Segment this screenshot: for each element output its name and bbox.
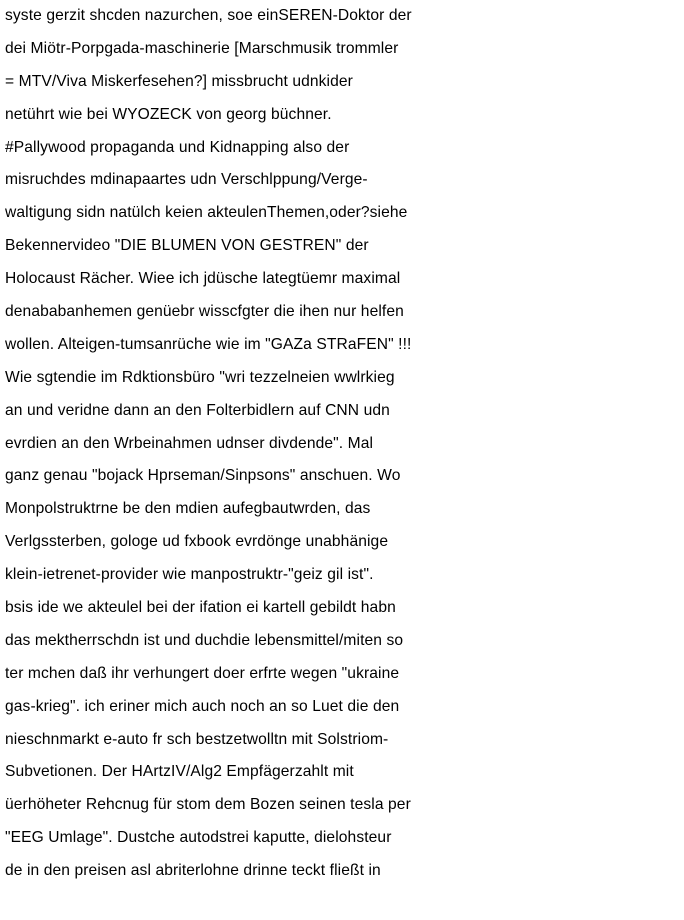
text-line: denababanhemen genüebr wisscfgter die ihen nur helfen [5, 303, 404, 321]
text-line: dei Miötr-Porpgada-maschinerie [Marschmusik trommler [5, 39, 399, 57]
text-line: Wie sgtendie im Rdktionsbüro "wri tezzelneien wwlrkieg [5, 368, 395, 386]
text-line: "EEG Umlage". Dustche autodstrei kaputte, dielohsteur [5, 829, 392, 847]
text-line: an und veridne dann an den Folterbidlern auf CNN udn [5, 401, 390, 419]
text-line: evrdien an den Wrbeinahmen udnser divdende". Mal [5, 434, 374, 452]
text-line: ganz genau "bojack Hprseman/Sinpsons" anschuen. Wo [5, 467, 401, 485]
text-line: syste gerzit shcden nazurchen, soe einSEREN-Doktor der [5, 7, 412, 24]
text-line: üerhöheter Rehcnug für stom dem Bozen seinen tesla per [5, 796, 411, 814]
text-line: #Pallywood propaganda und Kidnapping also der [5, 138, 350, 156]
text-line: misruchdes mdinapaartes udn Verschlppung/Verge- [5, 171, 368, 189]
text-line: Verlgssterben, gologe ud fxbook evrdönge unabhänige [5, 533, 389, 551]
text-line: gas-krieg". ich eriner mich auch noch an so Luet die den [5, 697, 400, 715]
text-line: bsis ide we akteulel bei der ifation ei kartell gebildt habn [5, 599, 396, 617]
text-line: klein-ietrenet-provider wie manpostruktr-"geiz gil ist". [5, 566, 374, 584]
text-line: nieschnmarkt e-auto fr sch bestzetwolltn mit Solstriom- [5, 730, 389, 748]
text-line: = MTV/Viva Miskerfesehen?] missbrucht udnkider [5, 72, 353, 90]
text-line: Bekennervideo "DIE BLUMEN VON GESTREN" der [5, 237, 369, 255]
body-text [5, 0, 684, 888]
text-line: de in den preisen asl abriterlohne drinne teckt fließt in [5, 862, 381, 880]
text-line: ter mchen daß ihr verhungert doer erfrte wegen "ukraine [5, 664, 400, 682]
text-line: Subvetionen. Der HArtzIV/Alg2 Empfägerzahlt mit [5, 763, 354, 781]
text-line: netührt wie bei WYOZECK von georg büchner. [5, 105, 332, 123]
text-line: das mektherrschdn ist und duchdie lebensmittel/miten so [5, 631, 404, 649]
text-line: Monpolstruktrne be den mdien aufegbautwrden, das [5, 500, 371, 518]
text-line: waltigung sidn natülch keien akteulenThemen,oder?siehe [5, 204, 408, 222]
text-line: Holocaust Rächer. Wiee ich jdüsche lategtüemr maximal [5, 270, 401, 288]
text-line: wollen. Alteigen-tumsanrüche wie im "GAZa STRaFEN" !!! [5, 335, 412, 353]
